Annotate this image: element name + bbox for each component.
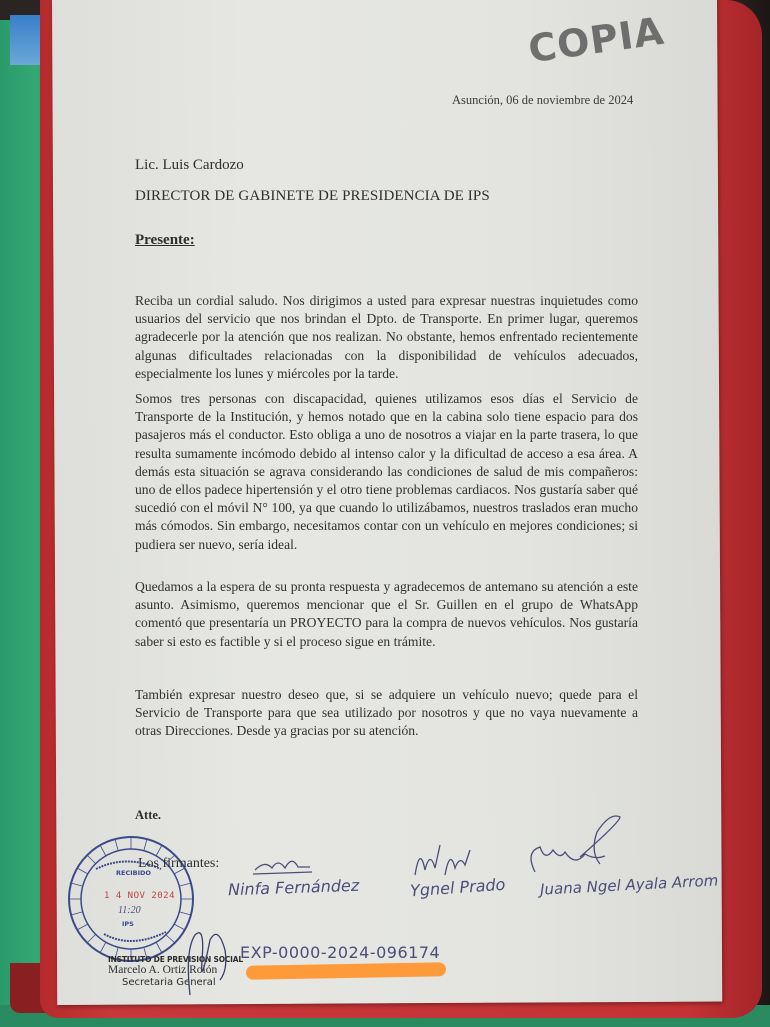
copia-stamp: COPIA xyxy=(525,8,667,72)
paragraph-4: También expresar nuestro deseo que, si se adquiere un vehículo nuevo; quede para el Servicio de Transporte para que sea utilizado por nosotros y que no vaya nuevamente a otras Direcciones. Desde ya gracias por su atención. xyxy=(135,687,638,739)
salutation: Presente: xyxy=(135,232,195,248)
recipient-name: Lic. Luis Cardozo xyxy=(135,157,244,173)
blue-folder-tab xyxy=(10,15,40,65)
reception-stamp-header: RECIBIDO xyxy=(116,869,151,877)
signers-label: Los firmantes: xyxy=(138,856,220,871)
signature-3-icon xyxy=(525,812,635,877)
reception-stamp-org: IPS xyxy=(122,920,134,928)
paragraph-1: Reciba un cordial saludo. Nos dirigimos a usted para expresar nuestras inquietudes como usuarios del servicio que nos brindan el Dpto. de Transporte. En primer lugar, queremos agradecerle por la atención que nos realizan. No obstante, hemos enfrentado recientemente algunas dificultades relacionadas con la disponibilidad de vehículos adecuados, especialmente los lunes y miércoles por la tarde. xyxy=(135,293,638,381)
paragraph-3: Quedamos a la espera de su pronta respuesta y agradecemos de antemano su atención a este asunto. Asimismo, queremos mencionar que el Sr. Guillen en el grupo de WhatsApp comentó que presentaría un PROYECTO para la compra de nuevos vehículos. Nos gustaría saber si esto es factible y si el proceso sigue en trámite. xyxy=(135,579,638,649)
signature-1-icon xyxy=(250,850,320,880)
reception-stamp-time: 11:20 xyxy=(118,905,141,916)
recipient-title: DIRECTOR DE GABINETE DE PRESIDENCIA DE IPS xyxy=(135,188,490,204)
official-name: Marcelo A. Ortiz Rolón xyxy=(108,964,218,976)
letter-date: Asunción, 06 de noviembre de 2024 xyxy=(452,93,634,107)
official-institution: INSTITUTO DE PREVISION SOCIAL xyxy=(108,955,243,964)
signer-1-name: Ninfa Fernández xyxy=(227,875,360,900)
closing: Atte. xyxy=(135,808,162,822)
official-signature-icon xyxy=(170,920,240,1000)
paragraph-2: Somos tres personas con discapacidad, quienes utilizamos esos días el Servicio de Transporte de la Institución, y hemos notado que en la cabina solo tiene espacio para dos pasajeros más el conductor. Esto obliga a uno de nosotros a viajar en la parte trasera, lo que resulta sumamente incómodo debido al intenso calor y la dificultad de acceso a esa área. A demás esta situación se agrava considerando las condiciones de salud de mis compañeros: uno de ellos padece hipertensión y el otro tiene problemas cardiacos. Nos gustaría saber qué sucedió con el móvil N° 100, ya que cuando lo utilizábamos, nuestros traslados eran mucho más cómodos. Sin embargo, necesitamos contar con un vehículo en mejores condiciones; si pudiera ser nuevo, sería ideal. xyxy=(135,391,638,552)
signer-2-name: Ygnel Prado xyxy=(409,874,506,901)
reception-stamp-date: 1 4 NOV 2024 xyxy=(104,891,176,901)
official-title: Secretaria General xyxy=(122,977,216,988)
expediente-number: EXP-0000-2024-096174 xyxy=(240,943,441,962)
signer-3-name: Juana Ngel Ayala Arrom xyxy=(539,871,719,899)
